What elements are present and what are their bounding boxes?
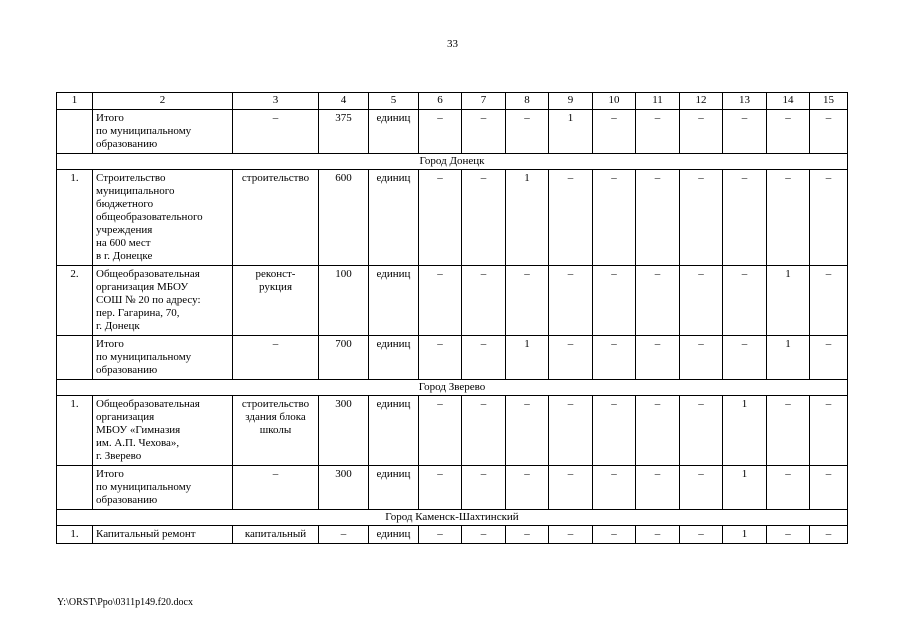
year-value-cell: – [636, 336, 680, 380]
year-value-cell: – [723, 336, 767, 380]
column-header: 9 [549, 93, 593, 110]
year-value-cell: – [680, 336, 723, 380]
year-value-cell: – [767, 466, 810, 510]
unit-cell: единиц [369, 266, 419, 336]
object-name-cell: Общеобразовательная организация МБОУ «Гимназия им. А.П. Чехова», г. Зверево [93, 396, 233, 466]
year-value-cell: – [593, 466, 636, 510]
section-row [57, 510, 848, 526]
unit-cell: единиц [369, 170, 419, 266]
year-value-cell: – [419, 396, 462, 466]
column-header: 10 [593, 93, 636, 110]
year-value-cell: – [680, 526, 723, 544]
column-header: 3 [233, 93, 319, 110]
year-value-cell: – [593, 110, 636, 154]
unit-cell: единиц [369, 110, 419, 154]
table-row [57, 266, 848, 336]
object-name-cell: Итого по муниципальному образованию [93, 110, 233, 154]
year-value-cell: – [419, 466, 462, 510]
year-value-cell: 1 [767, 266, 810, 336]
year-value-cell: – [506, 110, 549, 154]
header-row [57, 93, 848, 110]
capacity-cell: 100 [319, 266, 369, 336]
year-value-cell: – [723, 110, 767, 154]
column-header: 1 [57, 93, 93, 110]
year-value-cell: 1 [723, 466, 767, 510]
column-header: 15 [810, 93, 848, 110]
year-value-cell: – [680, 266, 723, 336]
year-value-cell: – [680, 110, 723, 154]
year-value-cell: 1 [723, 526, 767, 544]
work-type-cell: – [233, 466, 319, 510]
year-value-cell: – [462, 336, 506, 380]
column-header: 7 [462, 93, 506, 110]
year-value-cell: 1 [506, 336, 549, 380]
year-value-cell: – [506, 526, 549, 544]
row-number-cell: 1. [57, 170, 93, 266]
year-value-cell: – [549, 466, 593, 510]
row-number-cell: 2. [57, 266, 93, 336]
page-number: 33 [447, 38, 458, 50]
table-row [57, 336, 848, 380]
year-value-cell: – [593, 526, 636, 544]
column-header: 14 [767, 93, 810, 110]
file-path: Y:\ORST\Ppo\0311p149.f20.docx [57, 597, 193, 608]
section-title: Город Каменск-Шахтинский [57, 510, 848, 526]
year-value-cell: – [636, 170, 680, 266]
year-value-cell: – [419, 336, 462, 380]
year-value-cell: – [506, 466, 549, 510]
year-value-cell: – [506, 396, 549, 466]
object-name-cell: Итого по муниципальному образованию [93, 466, 233, 510]
year-value-cell: – [810, 466, 848, 510]
year-value-cell: – [593, 170, 636, 266]
year-value-cell: – [462, 110, 506, 154]
row-number-cell [57, 466, 93, 510]
year-value-cell: – [723, 170, 767, 266]
work-type-cell: строительство [233, 170, 319, 266]
year-value-cell: – [593, 336, 636, 380]
table-body [57, 93, 848, 544]
year-value-cell: – [810, 266, 848, 336]
year-value-cell: – [549, 396, 593, 466]
unit-cell: единиц [369, 466, 419, 510]
year-value-cell: – [419, 170, 462, 266]
object-name-cell: Строительство муниципального бюджетного общеобразовательного учреждения на 600 мест в г. Донецке [93, 170, 233, 266]
year-value-cell: – [419, 110, 462, 154]
year-value-cell: – [680, 466, 723, 510]
unit-cell: единиц [369, 336, 419, 380]
capacity-cell: 700 [319, 336, 369, 380]
section-row [57, 380, 848, 396]
year-value-cell: – [810, 396, 848, 466]
year-value-cell: – [462, 170, 506, 266]
table-row [57, 526, 848, 544]
year-value-cell: – [636, 466, 680, 510]
year-value-cell: – [462, 266, 506, 336]
row-number-cell: 1. [57, 526, 93, 544]
year-value-cell: – [810, 526, 848, 544]
table-row [57, 396, 848, 466]
year-value-cell: – [723, 266, 767, 336]
work-type-cell: капитальный [233, 526, 319, 544]
year-value-cell: 1 [767, 336, 810, 380]
capacity-cell: 300 [319, 396, 369, 466]
column-header: 8 [506, 93, 549, 110]
work-type-cell: – [233, 336, 319, 380]
year-value-cell: – [767, 170, 810, 266]
year-value-cell: – [680, 170, 723, 266]
column-header: 4 [319, 93, 369, 110]
year-value-cell: 1 [506, 170, 549, 266]
year-value-cell: – [549, 266, 593, 336]
year-value-cell: – [506, 266, 549, 336]
year-value-cell: – [462, 396, 506, 466]
column-header: 11 [636, 93, 680, 110]
object-name-cell: Общеобразовательная организация МБОУ СОШ № 20 по адресу: пер. Гагарина, 70, г. Донецк [93, 266, 233, 336]
year-value-cell: – [810, 336, 848, 380]
work-type-cell: – [233, 110, 319, 154]
table-row [57, 110, 848, 154]
year-value-cell: – [810, 170, 848, 266]
section-title: Город Донецк [57, 154, 848, 170]
row-number-cell: 1. [57, 396, 93, 466]
capacity-cell: 600 [319, 170, 369, 266]
table-row [57, 170, 848, 266]
table-row [57, 466, 848, 510]
row-number-cell [57, 336, 93, 380]
year-value-cell: – [636, 396, 680, 466]
year-value-cell: – [549, 170, 593, 266]
year-value-cell: – [462, 466, 506, 510]
year-value-cell: – [419, 526, 462, 544]
unit-cell: единиц [369, 396, 419, 466]
year-value-cell: – [593, 266, 636, 336]
column-header: 2 [93, 93, 233, 110]
capacity-cell: 375 [319, 110, 369, 154]
year-value-cell: – [419, 266, 462, 336]
section-title: Город Зверево [57, 380, 848, 396]
year-value-cell: 1 [723, 396, 767, 466]
year-value-cell: 1 [549, 110, 593, 154]
year-value-cell: – [767, 396, 810, 466]
year-value-cell: – [767, 110, 810, 154]
year-value-cell: – [767, 526, 810, 544]
row-number-cell [57, 110, 93, 154]
unit-cell: единиц [369, 526, 419, 544]
column-header: 13 [723, 93, 767, 110]
column-header: 12 [680, 93, 723, 110]
section-row [57, 154, 848, 170]
column-header: 5 [369, 93, 419, 110]
year-value-cell: – [593, 396, 636, 466]
work-type-cell: строительство здания блока школы [233, 396, 319, 466]
object-name-cell: Итого по муниципальному образованию [93, 336, 233, 380]
year-value-cell: – [680, 396, 723, 466]
column-header: 6 [419, 93, 462, 110]
object-name-cell: Капитальный ремонт [93, 526, 233, 544]
year-value-cell: – [636, 266, 680, 336]
year-value-cell: – [549, 336, 593, 380]
capacity-cell: – [319, 526, 369, 544]
year-value-cell: – [636, 526, 680, 544]
year-value-cell: – [549, 526, 593, 544]
year-value-cell: – [636, 110, 680, 154]
work-type-cell: реконст- рукция [233, 266, 319, 336]
year-value-cell: – [810, 110, 848, 154]
program-table [56, 92, 848, 544]
capacity-cell: 300 [319, 466, 369, 510]
year-value-cell: – [462, 526, 506, 544]
